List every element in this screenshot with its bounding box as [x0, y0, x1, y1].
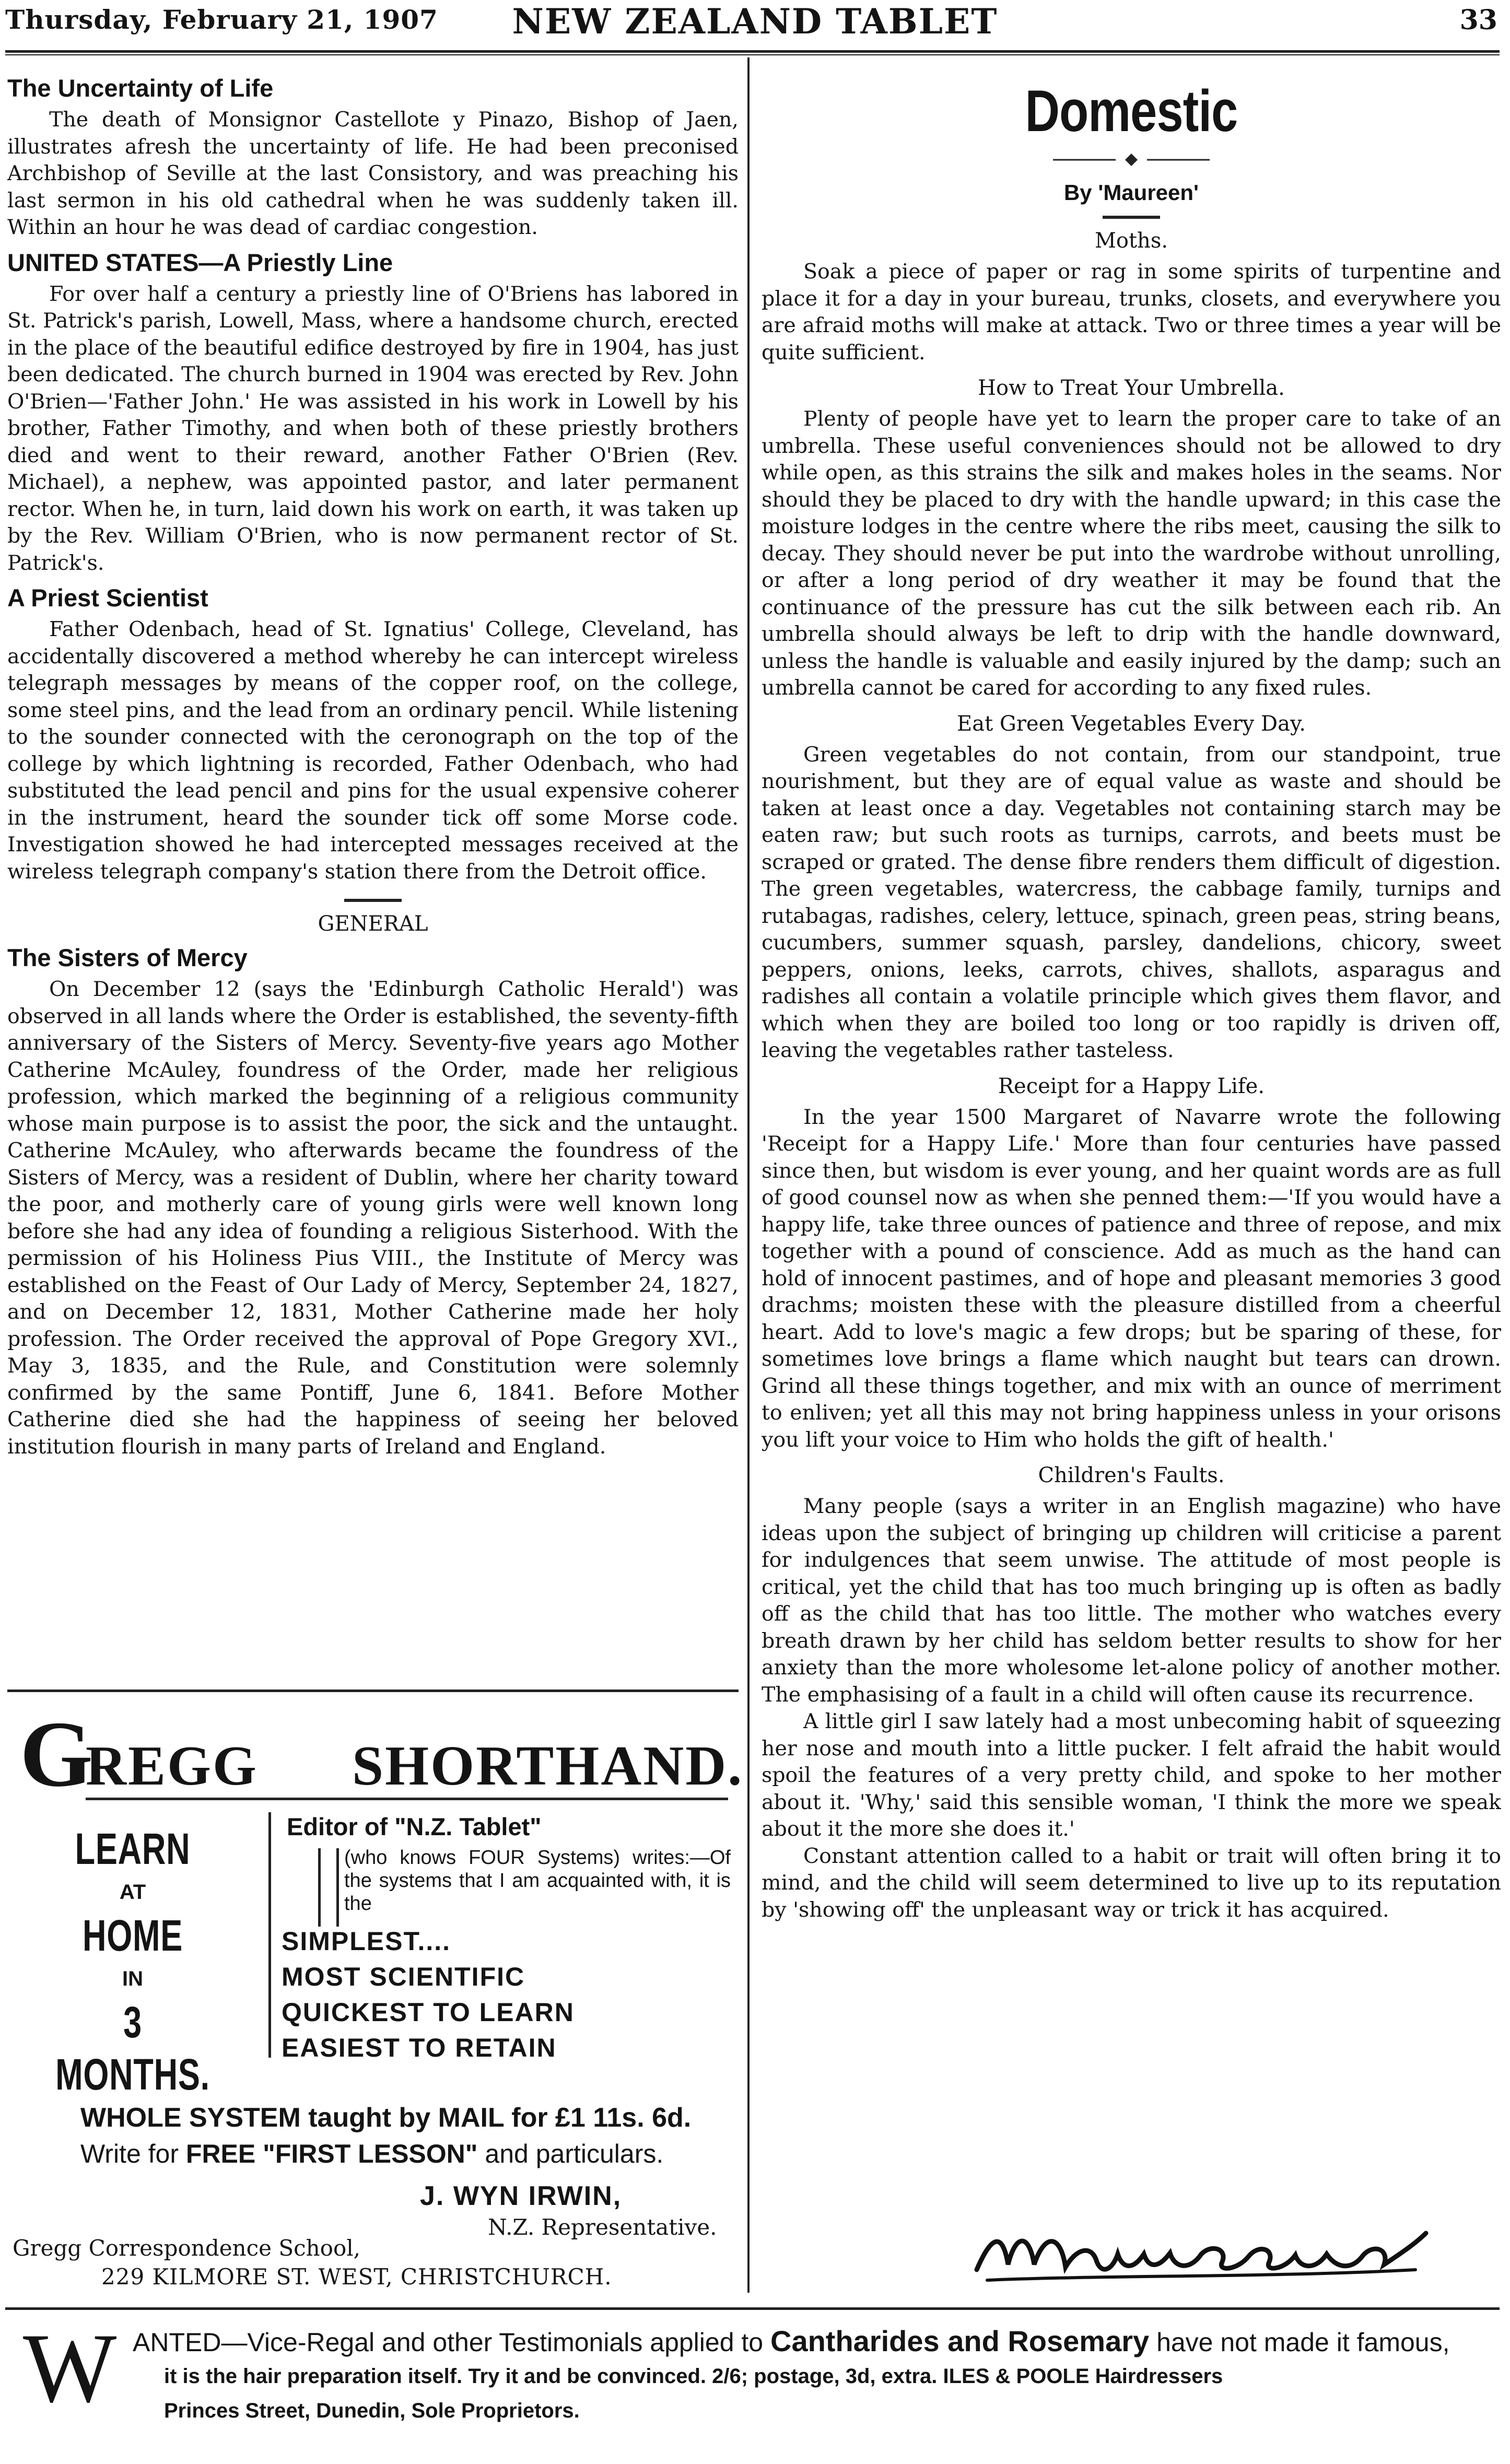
- ad-divider: [268, 1812, 271, 2058]
- domestic-title: Domestic: [1025, 78, 1238, 144]
- article-body-sisters-of-mercy: On December 12 (says the 'Edinburgh Catholic Herald') was observed in all lands where the Order is established, the seventy-fifth anniversary of the Sisters of Mercy. Seventy-five years ago Mother Catherine McAuley, foundress of the Order, made her religious profession, which marked the beginning of a religious community whose main purpose is to assist the poor, the sick and the untaught. Catherine McAuley, who afterwards became the foundress of the Sisters of Mercy, was a resident of Dublin, where her charity toward the poor, and motherly care of young girls were well known long before she had any idea of founding a religious Sisterhood. With the permission of his Holiness Pius VIII., the Institute of Mercy was established on the Feast of Our Lady of Mercy, September 24, 1827, and on December 12, 1831, Mother Catherine made her holy profession. The Order received the approval of Pope Gregory XVI., May 3, 1835, and the Rule, and Constitution were solemnly confirmed by the same Pontiff, June 6, 1841. Before Mother Catherine died she had the happiness of seeing her beloved institution flourish in many parts of Ireland and England.: [7, 977, 739, 1459]
- subheading-childrens-faults: Children's Faults.: [1038, 1463, 1225, 1487]
- ad-learn: LEARN: [75, 1824, 191, 1873]
- body-childrens-faults-1: Many people (says a writer in an English magazine) who have ideas upon the subject of bringing up children will criticise a parent for indulgences that seem unwise. The attitude of most people is critical, yet the child that has too much bringing up is often as badly off as the child that has too little. The mother who watches every breath drawn by her child has seldom better results to show for her anxiety than the more wholesome let-alone policy of another mother. The emphasising of a fault in a child will often cause its recurrence.: [762, 1494, 1501, 1707]
- bottom-line-1: [133, 2324, 1450, 2358]
- body-green-vegetables: Green vegetables do not contain, from our standpoint, true nourishment, but they are of equal value as waste and should be taken at least once a day. Vegetables not containing starch may be eaten raw; but such roots as turnips, carrots, and beets must be scraped or grated. The dense fibre renders them difficult of digestion. The green vegetables, watercress, the cabbage family, turnips and rutabagas, radishes, celery, lettuce, spinach, green peas, string beans, cucumbers, summer squash, parsley, dandelions, chicory, sweet peppers, onions, leeks, carrots, chives, shallots, asparagus and radishes all contain a volatile principle which gives them flavor, and which when they are boiled too long or too rapidly is driven off, leaving the vegetables rather tasteless.: [762, 742, 1501, 1062]
- column-divider: [747, 57, 750, 2293]
- maureen-signature: [956, 2212, 1436, 2291]
- right-column: [762, 62, 1501, 1923]
- bottom-line-3: Princes Street, Dunedin, Sole Proprietors.: [164, 2399, 580, 2422]
- ad-particulars: and particulars.: [485, 2139, 664, 2168]
- article-body-uncertainty: The death of Monsignor Castellote y Pinazo, Bishop of Jaen, illustrates afresh the uncertainty of life. He had been preconised Archbishop of Seville at the last Consistory, and was preaching his last sermon in his old cathedral when he was suddenly taken ill. Within an hour he was dead of cardiac congestion.: [7, 108, 739, 240]
- general-section-heading: GENERAL: [318, 912, 428, 936]
- bottom-product-name: Cantharides and Rosemary: [770, 2325, 1150, 2357]
- ad-quality-quickest: QUICKEST TO LEARN: [282, 1998, 575, 2027]
- ad-initial-g: G: [20, 1702, 93, 1806]
- body-moths: Soak a piece of paper or rag in some spirits of turpentine and place it for a day in your bureau, trunks, closets, and everywhere you are afraid moths will make at attack. Two or three times a year will be quite sufficient.: [762, 260, 1501, 365]
- bottom-initial-w: W: [23, 2314, 117, 2423]
- ad-in: IN: [122, 1967, 143, 1990]
- ad-headline: [7, 1702, 744, 1806]
- ad-shorthand: SHORTHAND.: [352, 1735, 744, 1797]
- header-rule-thin: [5, 54, 1500, 55]
- ornament-divider: [762, 149, 1501, 173]
- newspaper-title: NEW ZEALAND TABLET: [512, 1, 998, 42]
- ad-qualities-list: [282, 1923, 731, 2066]
- ad-quality-easiest: EASIEST TO RETAIN: [282, 2033, 557, 2062]
- ad-representative-name: J. WYN IRWIN,: [420, 2181, 622, 2211]
- ad-editor-line: Editor of "N.Z. Tablet": [287, 1813, 542, 1840]
- article-heading-priest-scientist: A Priest Scientist: [7, 584, 208, 612]
- ad-regg: REGG: [86, 1735, 259, 1797]
- body-childrens-faults-3: Constant attention called to a habit or trait will often bring it to mind, and the child will seem determined to live up to its reputation by 'showing off' the unpleasant way or trick it has acquired.: [762, 1844, 1501, 1922]
- subheading-umbrella: How to Treat Your Umbrella.: [978, 376, 1285, 400]
- byline: By 'Maureen': [1063, 180, 1199, 205]
- left-column: [7, 67, 739, 1460]
- ad-representative-title: N.Z. Representative.: [488, 2214, 717, 2240]
- header-rule: [5, 50, 1500, 53]
- subheading-green-vegetables: Eat Green Vegetables Every Day.: [957, 711, 1306, 736]
- bottom-line-2: it is the hair preparation itself. Try it and be convinced. 2/6; postage, 3d, extra. ILES & POOLE Hairdressers: [164, 2365, 1223, 2388]
- byline-rule: [1103, 216, 1160, 219]
- ad-school-address: 229 KILMORE ST. WEST, CHRISTCHURCH.: [101, 2264, 612, 2290]
- ad-quality-simplest: SIMPLEST....: [282, 1927, 451, 1956]
- bottom-rule: [5, 2307, 1500, 2310]
- article-heading-priestly-line: UNITED STATES—A Priestly Line: [7, 248, 393, 276]
- diamond-rule-icon: [1053, 152, 1210, 168]
- ad-write-line: [80, 2139, 663, 2169]
- ad-testimonial-block: [282, 1812, 731, 2066]
- body-childrens-faults-2: A little girl I saw lately had a most unbecoming habit of squeezing her nose and mouth into a little pucker. I felt afraid the habit would spoil the features of a very pretty child, and spoke to her mother about it. 'Why,' said this sensible woman, 'I think the more we speak about it the more she does it.': [762, 1709, 1501, 1841]
- bottom-advert: [7, 2314, 1502, 2455]
- ad-home: HOME: [83, 1911, 183, 1960]
- ad-editor-quote: (who knows FOUR Systems) writes:—Of the systems that I am acquainted with, it is the: [344, 1847, 731, 1915]
- section-rule: [344, 899, 402, 902]
- body-happy-life: In the year 1500 Margaret of Navarre wrote the following 'Receipt for a Happy Life.' More than four centuries have passed since then, but wisdom is ever young, and her quaint words are as full of good counsel now as when she penned them:—'If you would have a happy life, take three ounces of patience and three of repose, and mix together with a pound of conscience. Add as much as the hand can hold of innocent pastimes, and of hope and pleasant memories 3 good drachms; moisten these with the pleasure distilled from a cheerful heart. Add to love's magic a few drops; but be sparing of these, for sometimes love brings a flame which naught but tears can drown. Grind all these things together, and mix with an ounce of merriment to enliven; yet all this may not bring happiness unless in your orisons you lift your voice to Him who holds the gift of health.': [762, 1105, 1501, 1452]
- body-umbrella: Plenty of people have yet to learn the proper care to take of an umbrella. These useful conveniences should not be allowed to dry while open, as this strains the silk and makes holes in the seams. Nor should they be placed to dry with the handle upward; in this case the moisture lodges in the centre where the ribs meet, causing the silk to decay. They should never be put into the wardrobe without unrolling, or after a long period of dry weather it may be found that the continuance of the pressure has cut the silk between each rib. An umbrella should always be left to drip with the handle downward, unless the handle is valuable and easily injured by the damp; such an umbrella cannot be cared for according to any fixed rules.: [762, 407, 1501, 700]
- page-number: 33: [1459, 4, 1497, 36]
- bottom-line-1-c: have not made it famous,: [1156, 2328, 1450, 2357]
- article-heading-uncertainty: The Uncertainty of Life: [7, 74, 274, 102]
- ad-school-name: Gregg Correspondence School,: [13, 2235, 361, 2261]
- gregg-shorthand-ad: [7, 1689, 744, 2290]
- ad-write-for: Write for: [80, 2139, 179, 2168]
- ad-months: 3 MONTHS.: [55, 1998, 210, 2099]
- issue-date: Thursday, February 21, 1907: [5, 4, 438, 35]
- article-body-priest-scientist: Father Odenbach, head of St. Ignatius' College, Cleveland, has accidentally discovered a method whereby he can intercept wireless telegraph messages by means of the copper roof, on the college, some steel pins, and the lead from an ordinary pencil. While listening to the sounder connected with the ceronograph on the top of the college by which lightning is recorded, Father Odenbach, who had substituted the lead pencil and pins for the usual expensive coherer in the instrument, heard the sounder tick off some Morse code. Investigation showed he had intercepted messages received at the wireless telegraph company's station there from the Detroit office.: [7, 617, 739, 884]
- page-header: [5, 0, 1505, 50]
- subheading-happy-life: Receipt for a Happy Life.: [998, 1074, 1265, 1098]
- article-heading-sisters-of-mercy: The Sisters of Mercy: [7, 944, 248, 972]
- subheading-moths: Moths.: [1094, 229, 1168, 253]
- bottom-line-1-a: ANTED—Vice-Regal and other Testimonials applied to: [133, 2328, 764, 2357]
- ad-quality-scientific: MOST SCIENTIFIC: [282, 1962, 525, 1991]
- article-body-priestly-line: For over half a century a priestly line of O'Briens has labored in St. Patrick's parish, Lowell, Mass, where a handsome church, erected in the place of the beautiful edifice destroyed by fire in 1904, has just been dedicated. The church burned in 1904 was erected by Rev. John O'Brien—'Father John.' He was assisted in his work in Lowell by his brother, Father Timothy, and when both of these priestly brothers died and went to their reward, another Father O'Brien (Rev. Michael), a nephew, was appointed pastor, and later permanent rector. When he, in turn, laid down his work on earth, it was taken up by the Rev. William O'Brien, who is now permanent rector of St. Patrick's.: [7, 281, 739, 575]
- ad-at: AT: [119, 1881, 146, 1904]
- ad-price-line: WHOLE SYSTEM taught by MAIL for £1 11s. 6d.: [80, 2103, 692, 2133]
- ad-free-lesson: FREE "FIRST LESSON": [185, 2139, 478, 2168]
- ad-learn-block: [28, 1823, 237, 2101]
- ad-headline-underline: [86, 1798, 728, 1800]
- ad-double-bar: [318, 1848, 339, 1927]
